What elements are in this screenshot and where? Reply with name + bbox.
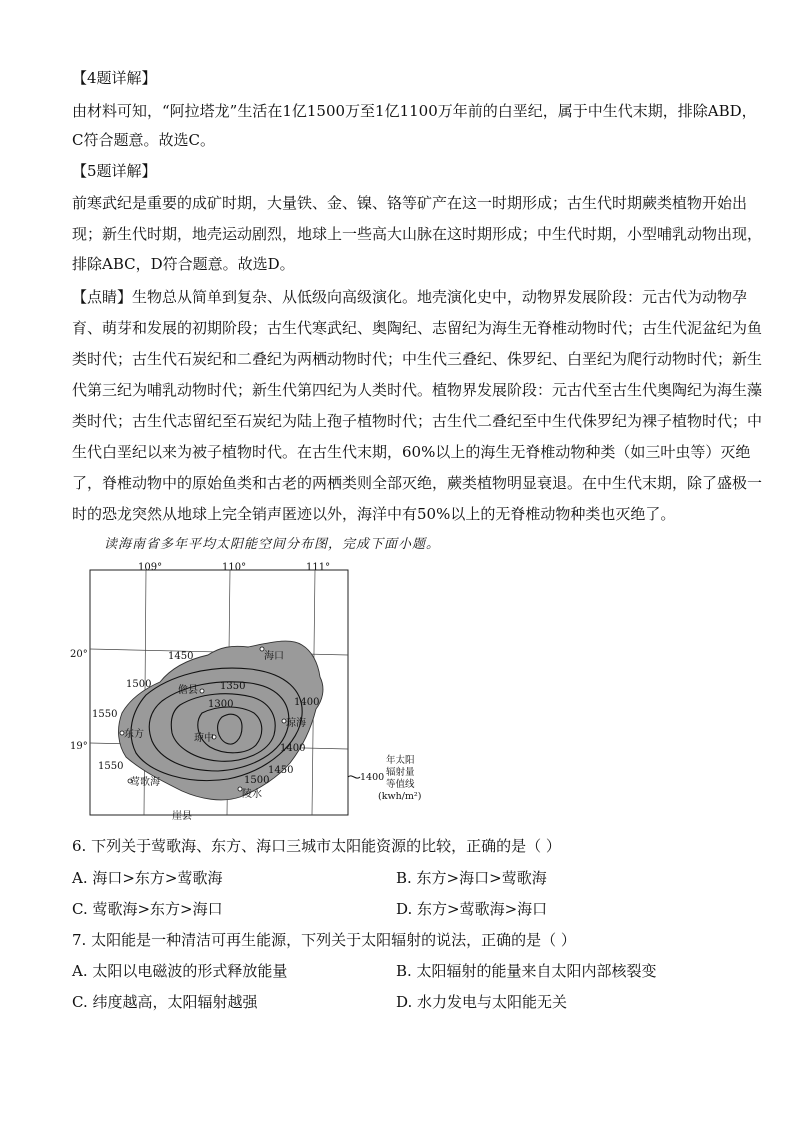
section-5-line-3: 排除ABC，D符合题意。故选D。 xyxy=(72,255,295,273)
note-line-3: 类时代；古生代石炭纪和二叠纪为两栖动物时代；中生代三叠纪、侏罗纪、白垩纪为爬行动物时代；新生 xyxy=(72,350,763,368)
isoline-label-1500-south: 1500 xyxy=(244,775,270,786)
question-6-option-b[interactable]: B. 东方>海口>莺歌海 xyxy=(396,869,547,887)
city-yinggehai: 莺歌海 xyxy=(130,777,160,788)
note-line-6: 生代白垩纪以来为被子植物时代。在古生代末期，60%以上的海生无脊椎动物种类（如三叶虫等）灭绝 xyxy=(72,443,751,461)
question-7-option-d[interactable]: D. 水力发电与太阳能无关 xyxy=(396,993,568,1011)
section-5-line-1: 前寒武纪是重要的成矿时期，大量铁、金、镍、铬等矿产在这一时期形成；古生代时期蕨类植物开始出 xyxy=(72,194,748,212)
question-6-stem: 6. 下列关于莺歌海、东方、海口三城市太阳能资源的比较，正确的是（ ） xyxy=(72,837,561,855)
isoline-label-1350: 1350 xyxy=(220,681,246,692)
note-line-2: 育、萌芽和发展的初期阶段；古生代寒武纪、奥陶纪、志留纪为海生无脊椎动物时代；古生代泥盆纪为鱼 xyxy=(72,319,763,337)
legend-line-1: 年太阳 xyxy=(386,755,415,766)
city-qionghai: 琼海 xyxy=(286,718,306,729)
question-6-option-c[interactable]: C. 莺歌海>东方>海口 xyxy=(72,900,223,918)
question-6-option-d[interactable]: D. 东方>莺歌海>海口 xyxy=(396,900,548,918)
longitude-110: 110° xyxy=(222,562,247,573)
note-line-5: 类时代；古生代志留纪至石炭纪为陆上孢子植物时代；古生代二叠纪至中生代侏罗纪为裸子植物时代；中 xyxy=(72,412,763,430)
isoline-label-1550-southwest: 1550 xyxy=(98,761,124,772)
question-7-option-c[interactable]: C. 纬度越高，太阳辐射越强 xyxy=(72,993,258,1011)
latitude-19: 19° xyxy=(70,741,88,752)
city-yaxian: 崖县 xyxy=(172,811,192,822)
question-7-option-a[interactable]: A. 太阳以电磁波的形式释放能量 xyxy=(72,962,288,980)
section-5-line-2: 现；新生代时期，地壳运动剧烈，地球上一些高大山脉在这时期形成；中生代时期，小型哺乳动物出现， xyxy=(72,225,763,243)
city-lingshui: 陵水 xyxy=(242,789,262,800)
city-dongfang: 东方 xyxy=(124,729,144,740)
isoline-label-1550-west: 1550 xyxy=(92,709,118,720)
section-4-line-1: 由材料可知，“阿拉塔龙”生活在1亿1500万至1亿1100万年前的白垩纪，属于中生代末期，排除ABD， xyxy=(72,102,757,120)
legend-value: 1400 xyxy=(360,772,385,783)
section-4-line-2: C符合题意。故选C。 xyxy=(72,131,215,149)
city-danxian: 儋县 xyxy=(178,685,198,696)
legend-line-4: (kwh/m²) xyxy=(378,791,422,802)
note-line-7: 了，脊椎动物中的原始鱼类和古老的两栖类则全部灭绝，蕨类植物明显衰退。在中生代末期，除了盛极一 xyxy=(72,474,763,492)
question-6-option-a[interactable]: A. 海口>东方>莺歌海 xyxy=(72,869,223,887)
isoline-label-1300: 1300 xyxy=(208,699,234,710)
question-7-stem: 7. 太阳能是一种清洁可再生能源，下列关于太阳辐射的说法，正确的是（ ） xyxy=(72,931,576,949)
note-line-4: 代第三纪为哺乳动物时代；新生代第四纪为人类时代。植物界发展阶段：元古代至古生代奥陶纪为海生藻 xyxy=(72,381,763,399)
section-5-heading: 【5题详解】 xyxy=(72,162,157,180)
latitude-20: 20° xyxy=(70,649,88,660)
city-haikou: 海口 xyxy=(264,651,284,662)
note-line-8: 时的恐龙突然从地球上完全销声匿迹以外，海洋中有50%以上的无脊椎动物种类也灭绝了。 xyxy=(72,505,676,523)
note-line-1: 【点睛】生物总从简单到复杂、从低级向高级演化。地壳演化史中，动物界发展阶段：元古代为动物孕 xyxy=(72,288,748,306)
legend-line-3: 等值线 xyxy=(386,779,415,790)
longitude-109: 109° xyxy=(138,562,163,573)
question-7-option-b[interactable]: B. 太阳辐射的能量来自太阳内部核裂变 xyxy=(396,962,657,980)
map-intro: 读海南省多年平均太阳能空间分布图，完成下面小题。 xyxy=(104,537,441,552)
isoline-label-1500-west: 1500 xyxy=(126,679,152,690)
section-4-heading: 【4题详解】 xyxy=(72,69,157,87)
isoline-label-1400-southeast: 1400 xyxy=(280,743,306,754)
hainan-solar-map xyxy=(70,562,470,827)
city-qiongzhong: 琼中 xyxy=(194,733,214,744)
legend-line-2: 辐射量 xyxy=(386,767,415,778)
isoline-label-1400-east: 1400 xyxy=(294,697,320,708)
isoline-label-1450-north: 1450 xyxy=(168,651,194,662)
longitude-111: 111° xyxy=(306,562,331,573)
isoline-label-1450-southeast: 1450 xyxy=(268,765,294,776)
